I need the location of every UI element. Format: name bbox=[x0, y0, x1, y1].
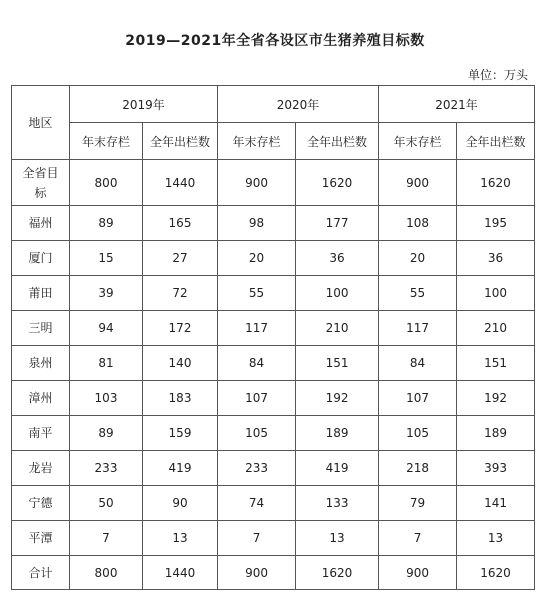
value-cell: 103 bbox=[70, 381, 143, 416]
year-header: 2021年 bbox=[379, 86, 535, 123]
year-header-row bbox=[12, 86, 535, 123]
value-cell: 900 bbox=[379, 556, 457, 590]
region-cell: 厦门 bbox=[12, 241, 70, 276]
region-cell: 漳州 bbox=[12, 381, 70, 416]
value-cell: 192 bbox=[296, 381, 379, 416]
value-cell: 74 bbox=[218, 486, 296, 521]
value-cell: 36 bbox=[296, 241, 379, 276]
value-cell: 55 bbox=[379, 276, 457, 311]
value-cell: 233 bbox=[70, 451, 143, 486]
value-cell: 7 bbox=[379, 521, 457, 556]
value-cell: 141 bbox=[457, 486, 535, 521]
value-cell: 107 bbox=[218, 381, 296, 416]
value-cell: 1440 bbox=[143, 160, 218, 206]
value-cell: 1620 bbox=[296, 160, 379, 206]
region-cell: 合计 bbox=[12, 556, 70, 590]
value-cell: 89 bbox=[70, 416, 143, 451]
value-cell: 210 bbox=[457, 311, 535, 346]
value-cell: 20 bbox=[379, 241, 457, 276]
value-cell: 900 bbox=[218, 556, 296, 590]
region-cell: 宁德 bbox=[12, 486, 70, 521]
table-row bbox=[12, 486, 535, 521]
value-cell: 133 bbox=[296, 486, 379, 521]
value-cell: 189 bbox=[457, 416, 535, 451]
column-header: 年末存栏 bbox=[218, 123, 296, 160]
table-row bbox=[12, 241, 535, 276]
region-cell: 全省目标 bbox=[12, 160, 70, 206]
value-cell: 39 bbox=[70, 276, 143, 311]
column-header: 年末存栏 bbox=[70, 123, 143, 160]
value-cell: 165 bbox=[143, 206, 218, 241]
value-cell: 7 bbox=[218, 521, 296, 556]
value-cell: 15 bbox=[70, 241, 143, 276]
value-cell: 393 bbox=[457, 451, 535, 486]
region-cell: 南平 bbox=[12, 416, 70, 451]
value-cell: 50 bbox=[70, 486, 143, 521]
unit-label: 单位：万头 bbox=[467, 68, 528, 82]
value-cell: 800 bbox=[70, 556, 143, 590]
value-cell: 90 bbox=[143, 486, 218, 521]
value-cell: 100 bbox=[296, 276, 379, 311]
value-cell: 7 bbox=[70, 521, 143, 556]
document-title: 2019—2021年全省各设区市生猪养殖目标数 bbox=[125, 33, 425, 49]
value-cell: 419 bbox=[296, 451, 379, 486]
value-cell: 172 bbox=[143, 311, 218, 346]
value-cell: 79 bbox=[379, 486, 457, 521]
column-header: 年末存栏 bbox=[379, 123, 457, 160]
value-cell: 177 bbox=[296, 206, 379, 241]
region-header: 地区 bbox=[12, 86, 70, 160]
value-cell: 140 bbox=[143, 346, 218, 381]
table-row bbox=[12, 381, 535, 416]
value-cell: 1440 bbox=[143, 556, 218, 590]
value-cell: 81 bbox=[70, 346, 143, 381]
value-cell: 13 bbox=[457, 521, 535, 556]
value-cell: 105 bbox=[218, 416, 296, 451]
region-cell: 龙岩 bbox=[12, 451, 70, 486]
value-cell: 159 bbox=[143, 416, 218, 451]
region-cell: 三明 bbox=[12, 311, 70, 346]
value-cell: 108 bbox=[379, 206, 457, 241]
value-cell: 36 bbox=[457, 241, 535, 276]
value-cell: 13 bbox=[143, 521, 218, 556]
value-cell: 900 bbox=[218, 160, 296, 206]
value-cell: 233 bbox=[218, 451, 296, 486]
value-cell: 117 bbox=[379, 311, 457, 346]
value-cell: 84 bbox=[379, 346, 457, 381]
year-header: 2020年 bbox=[218, 86, 379, 123]
value-cell: 900 bbox=[379, 160, 457, 206]
value-cell: 192 bbox=[457, 381, 535, 416]
value-cell: 189 bbox=[296, 416, 379, 451]
table-row bbox=[12, 311, 535, 346]
table-row bbox=[12, 556, 535, 590]
value-cell: 84 bbox=[218, 346, 296, 381]
value-cell: 27 bbox=[143, 241, 218, 276]
value-cell: 1620 bbox=[457, 160, 535, 206]
column-header: 全年出栏数 bbox=[457, 123, 535, 160]
value-cell: 218 bbox=[379, 451, 457, 486]
table-row bbox=[12, 206, 535, 241]
value-cell: 107 bbox=[379, 381, 457, 416]
region-cell: 莆田 bbox=[12, 276, 70, 311]
table-row bbox=[12, 451, 535, 486]
value-cell: 195 bbox=[457, 206, 535, 241]
value-cell: 210 bbox=[296, 311, 379, 346]
column-header: 全年出栏数 bbox=[296, 123, 379, 160]
target-table bbox=[11, 85, 535, 590]
table-row bbox=[12, 160, 535, 206]
value-cell: 1620 bbox=[457, 556, 535, 590]
value-cell: 20 bbox=[218, 241, 296, 276]
region-cell: 平潭 bbox=[12, 521, 70, 556]
value-cell: 151 bbox=[457, 346, 535, 381]
value-cell: 55 bbox=[218, 276, 296, 311]
value-cell: 419 bbox=[143, 451, 218, 486]
value-cell: 800 bbox=[70, 160, 143, 206]
table-row bbox=[12, 346, 535, 381]
value-cell: 1620 bbox=[296, 556, 379, 590]
value-cell: 151 bbox=[296, 346, 379, 381]
value-cell: 94 bbox=[70, 311, 143, 346]
region-cell: 泉州 bbox=[12, 346, 70, 381]
value-cell: 117 bbox=[218, 311, 296, 346]
value-cell: 100 bbox=[457, 276, 535, 311]
subheader-row bbox=[12, 123, 535, 160]
value-cell: 183 bbox=[143, 381, 218, 416]
value-cell: 89 bbox=[70, 206, 143, 241]
table-row bbox=[12, 276, 535, 311]
value-cell: 105 bbox=[379, 416, 457, 451]
value-cell: 98 bbox=[218, 206, 296, 241]
table-row bbox=[12, 521, 535, 556]
region-cell: 福州 bbox=[12, 206, 70, 241]
column-header: 全年出栏数 bbox=[143, 123, 218, 160]
value-cell: 13 bbox=[296, 521, 379, 556]
table-row bbox=[12, 416, 535, 451]
year-header: 2019年 bbox=[70, 86, 218, 123]
value-cell: 72 bbox=[143, 276, 218, 311]
